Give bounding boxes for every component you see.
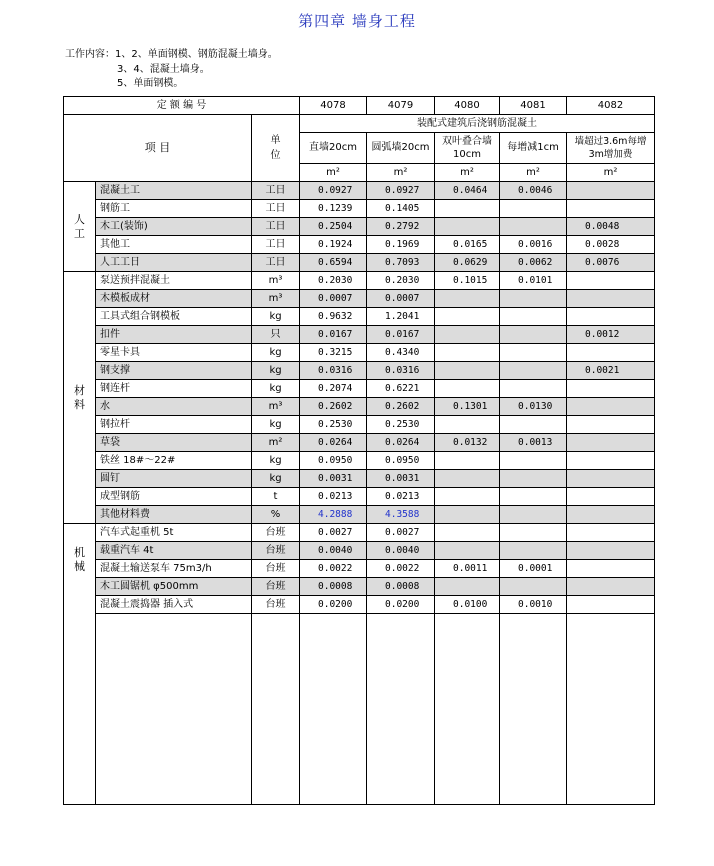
empty-cell	[367, 614, 435, 805]
item-name: 钢筋工	[96, 200, 252, 218]
quota-value	[435, 542, 500, 560]
group-header: 装配式建筑后浇钢筋混凝土	[300, 115, 655, 133]
column-header: 圆弧墙20cm	[367, 133, 435, 164]
quota-value: 0.2602	[300, 398, 367, 416]
quota-value: 0.1405	[367, 200, 435, 218]
quota-value	[500, 326, 567, 344]
quota-value: 0.0040	[300, 542, 367, 560]
quota-value	[500, 416, 567, 434]
quota-value	[435, 470, 500, 488]
empty-cell	[435, 614, 500, 805]
quota-value	[567, 416, 655, 434]
table-row	[64, 344, 655, 362]
quota-value: 0.0027	[300, 524, 367, 542]
item-name: 混凝土震捣器 插入式	[96, 596, 252, 614]
item-name: 汽车式起重机 5t	[96, 524, 252, 542]
column-unit: m²	[300, 164, 367, 182]
quota-value: 0.0022	[367, 560, 435, 578]
table-row	[64, 182, 655, 200]
item-header: 项 目	[64, 115, 252, 182]
quota-value	[567, 578, 655, 596]
quota-value	[435, 362, 500, 380]
quota-value: 0.0008	[367, 578, 435, 596]
quota-value	[435, 524, 500, 542]
quota-value	[567, 434, 655, 452]
item-name: 铁丝 18#～22#	[96, 452, 252, 470]
quota-value: 0.0130	[500, 398, 567, 416]
quota-value	[567, 452, 655, 470]
quota-value: 0.0001	[500, 560, 567, 578]
quota-value: 0.0076	[567, 254, 655, 272]
quota-value	[500, 218, 567, 236]
item-name: 扣件	[96, 326, 252, 344]
item-unit: t	[252, 488, 300, 506]
item-name: 成型钢筋	[96, 488, 252, 506]
table-row	[64, 452, 655, 470]
quota-value: 0.0629	[435, 254, 500, 272]
quota-value	[500, 290, 567, 308]
item-name: 木模板成材	[96, 290, 252, 308]
quota-value: 0.1015	[435, 272, 500, 290]
quota-code: 4079	[367, 97, 435, 115]
item-name: 混凝土输送泵车 75m3/h	[96, 560, 252, 578]
column-unit: m²	[500, 164, 567, 182]
quota-value	[435, 344, 500, 362]
item-unit: 台班	[252, 596, 300, 614]
item-name: 钢支撑	[96, 362, 252, 380]
quota-code: 4081	[500, 97, 567, 115]
quota-value: 0.0200	[367, 596, 435, 614]
item-unit: 台班	[252, 524, 300, 542]
quota-value: 0.0165	[435, 236, 500, 254]
quota-value	[567, 272, 655, 290]
unit-header: 单 位	[252, 115, 300, 182]
item-unit: 工日	[252, 254, 300, 272]
quota-value	[435, 578, 500, 596]
column-header: 直墙20cm	[300, 133, 367, 164]
quota-value	[567, 182, 655, 200]
quota-value	[567, 488, 655, 506]
item-unit: 台班	[252, 542, 300, 560]
quota-value: 0.0027	[367, 524, 435, 542]
quota-value: 0.0016	[500, 236, 567, 254]
column-unit: m²	[567, 164, 655, 182]
table-filler-row	[64, 614, 655, 805]
quota-value: 0.0167	[367, 326, 435, 344]
quota-value: 0.0008	[300, 578, 367, 596]
quota-value	[435, 290, 500, 308]
quota-value: 0.0927	[367, 182, 435, 200]
table-row	[64, 272, 655, 290]
quota-value	[500, 308, 567, 326]
table-row	[64, 596, 655, 614]
item-unit: kg	[252, 362, 300, 380]
table-row	[64, 470, 655, 488]
quota-value: 0.0213	[300, 488, 367, 506]
quota-value	[435, 416, 500, 434]
quota-value: 0.0316	[300, 362, 367, 380]
quota-value: 0.0950	[367, 452, 435, 470]
quota-value	[435, 308, 500, 326]
table-row	[64, 218, 655, 236]
item-unit: kg	[252, 308, 300, 326]
quota-code: 4078	[300, 97, 367, 115]
column-unit: m²	[435, 164, 500, 182]
quota-value: 0.0031	[367, 470, 435, 488]
item-unit: 台班	[252, 578, 300, 596]
quota-value: 0.0264	[367, 434, 435, 452]
quota-value: 0.0028	[567, 236, 655, 254]
empty-cell	[96, 614, 252, 805]
quota-value	[435, 506, 500, 524]
quota-value: 0.0927	[300, 182, 367, 200]
category-label: 材 料	[64, 272, 96, 524]
quota-value: 0.0040	[367, 542, 435, 560]
quota-value: 0.0011	[435, 560, 500, 578]
quota-value: 0.0062	[500, 254, 567, 272]
item-unit: m³	[252, 290, 300, 308]
quota-value	[435, 380, 500, 398]
quota-value: 0.0021	[567, 362, 655, 380]
quota-value	[500, 452, 567, 470]
table-row	[64, 524, 655, 542]
quota-value: 0.0048	[567, 218, 655, 236]
quota-value	[500, 524, 567, 542]
item-name: 草袋	[96, 434, 252, 452]
item-unit: 工日	[252, 200, 300, 218]
quota-value	[500, 344, 567, 362]
quota-value: 0.7093	[367, 254, 435, 272]
quota-value	[435, 218, 500, 236]
table-row	[64, 488, 655, 506]
quota-value: 0.0316	[367, 362, 435, 380]
item-unit: kg	[252, 452, 300, 470]
quota-value: 0.0100	[435, 596, 500, 614]
item-name: 其他工	[96, 236, 252, 254]
quota-value: 0.0101	[500, 272, 567, 290]
item-name: 工具式组合钢模板	[96, 308, 252, 326]
item-unit: 工日	[252, 182, 300, 200]
table-row	[64, 506, 655, 524]
table-row	[64, 326, 655, 344]
table-row	[64, 380, 655, 398]
item-name: 其他材料费	[96, 506, 252, 524]
quota-value	[567, 398, 655, 416]
quota-value	[500, 578, 567, 596]
quota-value: 0.0950	[300, 452, 367, 470]
quota-value	[567, 290, 655, 308]
category-label: 机 械	[64, 524, 96, 805]
quota-value: 1.2041	[367, 308, 435, 326]
item-name: 钢连杆	[96, 380, 252, 398]
item-name: 圆钉	[96, 470, 252, 488]
table-row	[64, 434, 655, 452]
quota-value	[500, 506, 567, 524]
column-header: 墙超过3.6m每增 3m增加费	[567, 133, 655, 164]
quota-value	[567, 506, 655, 524]
item-unit: %	[252, 506, 300, 524]
empty-cell	[252, 614, 300, 805]
quota-value	[567, 380, 655, 398]
quota-value: 0.2530	[300, 416, 367, 434]
item-name: 混凝土工	[96, 182, 252, 200]
item-unit: kg	[252, 380, 300, 398]
quota-value: 0.2030	[300, 272, 367, 290]
quota-value: 0.0007	[300, 290, 367, 308]
table-row	[64, 398, 655, 416]
quota-value	[567, 308, 655, 326]
table-row	[64, 362, 655, 380]
quota-value: 0.0010	[500, 596, 567, 614]
quota-value	[500, 542, 567, 560]
item-unit: 只	[252, 326, 300, 344]
quota-value	[435, 488, 500, 506]
item-unit: m³	[252, 272, 300, 290]
table-row	[64, 578, 655, 596]
quota-value: 0.0200	[300, 596, 367, 614]
quota-value	[567, 560, 655, 578]
column-unit: m²	[367, 164, 435, 182]
quota-value: 4.2888	[300, 506, 367, 524]
item-unit: 台班	[252, 560, 300, 578]
quota-value	[500, 470, 567, 488]
page-title: 第四章 墙身工程	[298, 12, 416, 30]
quota-value: 0.0213	[367, 488, 435, 506]
table-row	[64, 308, 655, 326]
quota-value: 0.0031	[300, 470, 367, 488]
quota-value: 0.2074	[300, 380, 367, 398]
quota-value: 0.0022	[300, 560, 367, 578]
item-unit: 工日	[252, 236, 300, 254]
column-header: 双叶叠合墙 10cm	[435, 133, 500, 164]
item-name: 木工(装饰)	[96, 218, 252, 236]
empty-cell	[567, 614, 655, 805]
quota-value: 0.0046	[500, 182, 567, 200]
quota-value	[500, 362, 567, 380]
quota-value: 0.0132	[435, 434, 500, 452]
table-row	[64, 416, 655, 434]
item-unit: 工日	[252, 218, 300, 236]
quota-value: 0.1969	[367, 236, 435, 254]
work-content	[65, 48, 278, 92]
quota-value: 0.6594	[300, 254, 367, 272]
quota-value	[500, 200, 567, 218]
table-row	[64, 254, 655, 272]
item-name: 泵送预拌混凝土	[96, 272, 252, 290]
quota-value	[435, 452, 500, 470]
quota-value: 0.9632	[300, 308, 367, 326]
item-name: 木工圆锯机 φ500mm	[96, 578, 252, 596]
quota-table	[63, 96, 655, 805]
quota-value	[500, 380, 567, 398]
quota-value	[435, 200, 500, 218]
quota-code: 4080	[435, 97, 500, 115]
quota-value: 0.2602	[367, 398, 435, 416]
category-label: 人 工	[64, 182, 96, 272]
quota-value	[567, 596, 655, 614]
quota-value: 0.3215	[300, 344, 367, 362]
quota-value: 0.1239	[300, 200, 367, 218]
item-name: 钢拉杆	[96, 416, 252, 434]
quota-value: 4.3588	[367, 506, 435, 524]
quota-number-label: 定 额 编 号	[64, 97, 300, 115]
item-unit: m²	[252, 434, 300, 452]
table-row	[64, 236, 655, 254]
column-header: 每增减1cm	[500, 133, 567, 164]
item-name: 水	[96, 398, 252, 416]
quota-value	[567, 542, 655, 560]
item-unit: kg	[252, 344, 300, 362]
quota-value: 0.2030	[367, 272, 435, 290]
item-unit: m³	[252, 398, 300, 416]
quota-value: 0.0007	[367, 290, 435, 308]
item-name: 载重汽车 4t	[96, 542, 252, 560]
quota-value: 0.0012	[567, 326, 655, 344]
quota-value: 0.4340	[367, 344, 435, 362]
work-content-line: 3、4、混凝土墙身。	[117, 63, 210, 75]
quota-code: 4082	[567, 97, 655, 115]
quota-value: 0.1924	[300, 236, 367, 254]
quota-value	[567, 524, 655, 542]
quota-value	[567, 200, 655, 218]
table-row	[64, 560, 655, 578]
table-row	[64, 290, 655, 308]
quota-value: 0.2792	[367, 218, 435, 236]
quota-value	[567, 470, 655, 488]
item-unit: kg	[252, 470, 300, 488]
empty-cell	[300, 614, 367, 805]
work-content-line: 工作内容：1、2、单面钢模、钢筋混凝土墙身。	[65, 49, 278, 60]
item-unit: kg	[252, 416, 300, 434]
quota-value: 0.0264	[300, 434, 367, 452]
quota-value	[435, 326, 500, 344]
item-name: 人工工日	[96, 254, 252, 272]
empty-cell	[500, 614, 567, 805]
item-name: 零星卡具	[96, 344, 252, 362]
table-row	[64, 542, 655, 560]
quota-value: 0.6221	[367, 380, 435, 398]
table-row	[64, 200, 655, 218]
quota-value: 0.1301	[435, 398, 500, 416]
quota-value	[500, 488, 567, 506]
quota-value	[567, 344, 655, 362]
quota-value: 0.0013	[500, 434, 567, 452]
quota-value: 0.0464	[435, 182, 500, 200]
quota-value: 0.2504	[300, 218, 367, 236]
quota-value: 0.2530	[367, 416, 435, 434]
quota-value: 0.0167	[300, 326, 367, 344]
work-content-line: 5、单面钢模。	[117, 78, 184, 89]
